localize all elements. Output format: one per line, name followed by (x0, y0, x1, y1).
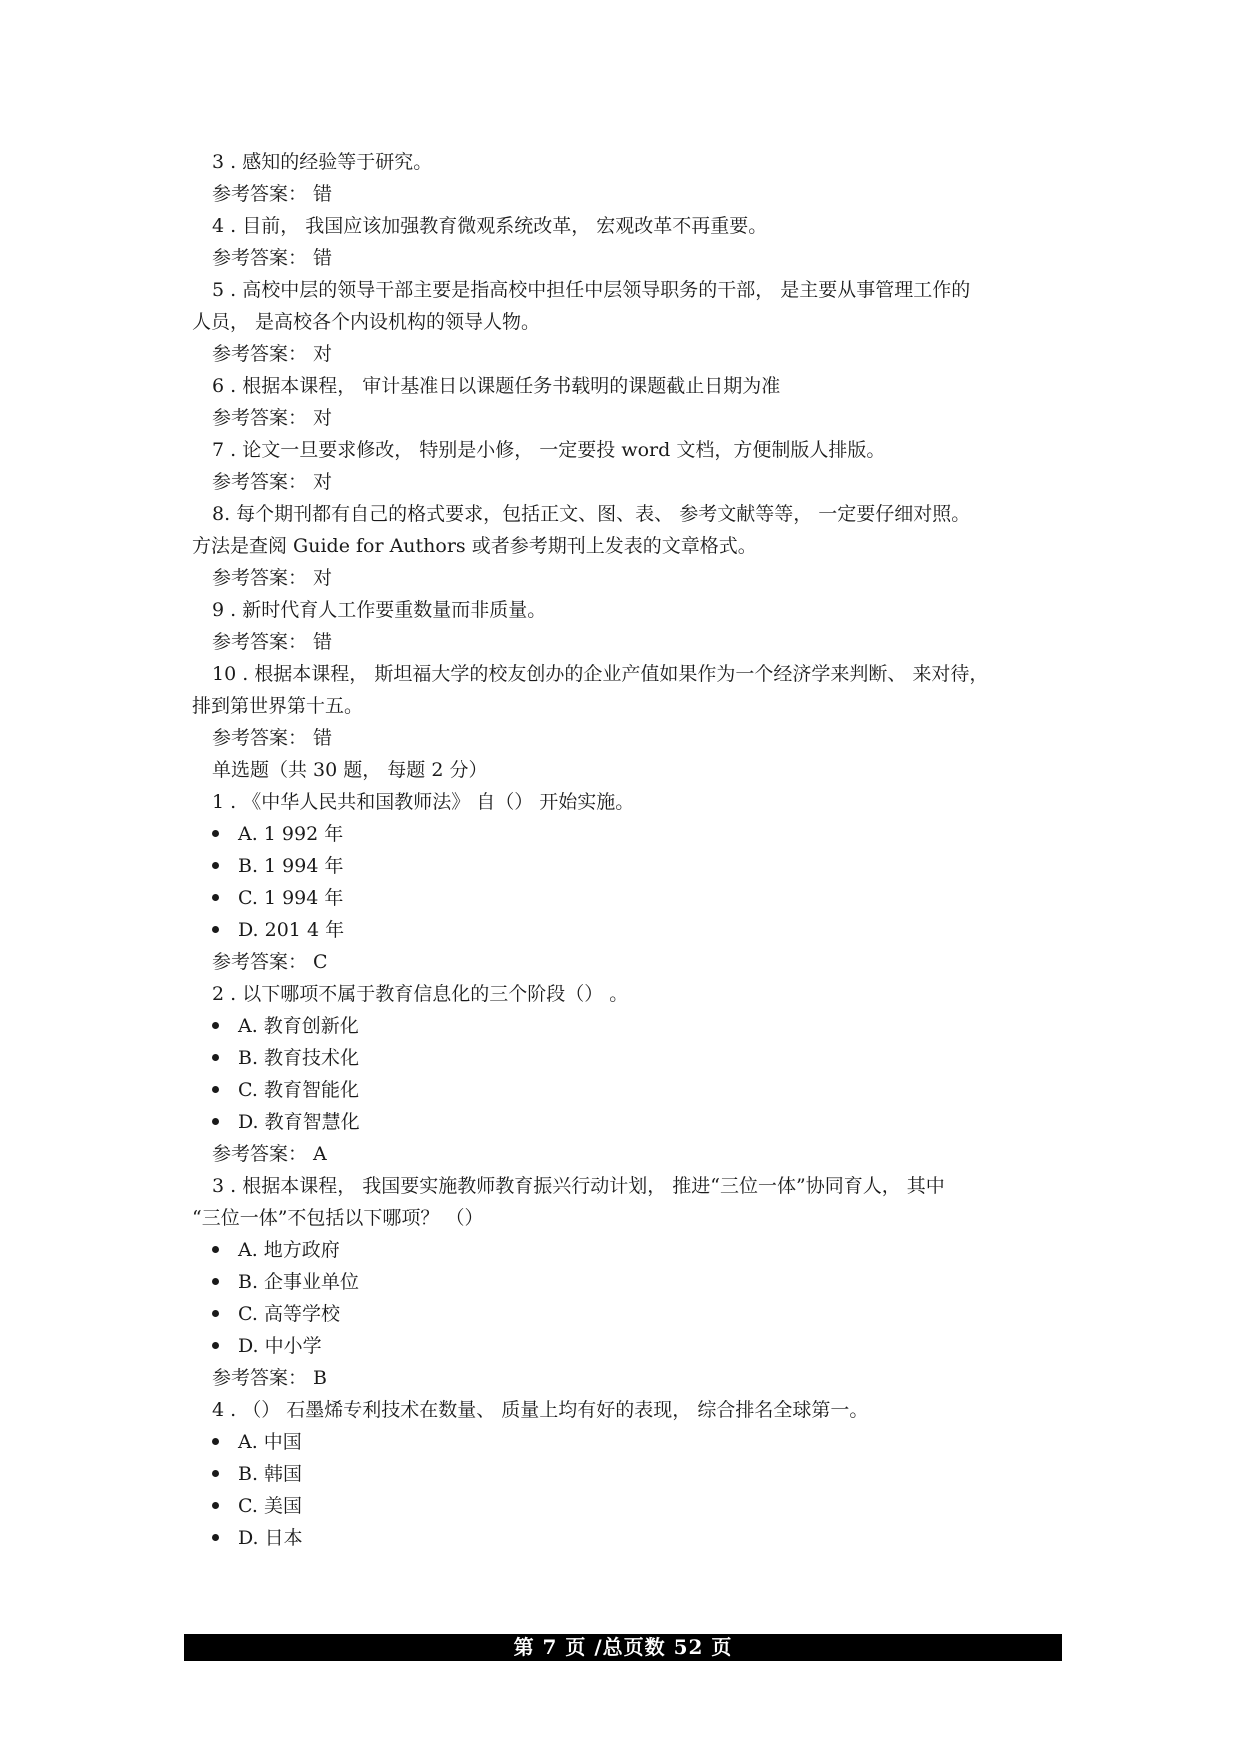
option-item (212, 1334, 322, 1358)
answer-text: 参考答案： 对 (212, 567, 333, 589)
option-label: B. 企事业单位 (238, 1271, 360, 1293)
question-text: 10 . 根据本课程， 斯坦福大学的校友创办的企业产值如果作为一个经济学来判断、 来对待， (212, 663, 989, 685)
option-item (212, 1430, 302, 1454)
bullet-icon (212, 830, 219, 837)
question-text: 4 . （） 石墨烯专利技术在数量、 质量上均有好的表现， 综合排名全球第一。 (212, 1399, 869, 1421)
option-label: C. 高等学校 (238, 1303, 340, 1325)
option-label: A. 中国 (238, 1431, 302, 1453)
option-label: B. 1 994 年 (238, 855, 344, 877)
page-footer: 第 7 页 /总页数 52 页 (184, 1634, 1062, 1661)
option-label: A. 1 992 年 (238, 823, 344, 845)
option-item (212, 1462, 302, 1486)
option-item (212, 1270, 359, 1294)
bullet-icon (212, 1534, 219, 1541)
bullet-icon (212, 1086, 219, 1093)
option-label: C. 美国 (238, 1495, 302, 1517)
bullet-icon (212, 1278, 219, 1285)
question-text: 5 . 高校中层的领导干部主要是指高校中担任中层领导职务的干部， 是主要从事管理工作的 (212, 279, 971, 301)
option-label: D. 201 4 年 (238, 919, 345, 941)
question-continuation: “三位一体”不包括以下哪项？ （） (192, 1207, 484, 1229)
option-item (212, 886, 343, 910)
bullet-icon (212, 926, 219, 933)
question-continuation: 排到第世界第十五。 (192, 695, 364, 717)
option-item (212, 822, 343, 846)
answer-text: 参考答案： 错 (212, 183, 333, 205)
answer-text: 参考答案： 错 (212, 727, 333, 749)
question-text: 2 . 以下哪项不属于教育信息化的三个阶段（） 。 (212, 983, 629, 1005)
bullet-icon (212, 1342, 219, 1349)
question-text: 9 . 新时代育人工作要重数量而非质量。 (212, 599, 547, 621)
answer-text: 参考答案： 错 (212, 631, 333, 653)
option-label: C. 1 994 年 (238, 887, 344, 909)
bullet-icon (212, 894, 219, 901)
bullet-icon (212, 1470, 219, 1477)
option-item (212, 854, 343, 878)
bullet-icon (212, 1502, 219, 1509)
question-text: 1 . 《中华人民共和国教师法》 自（） 开始实施。 (212, 791, 635, 813)
bullet-icon (212, 1022, 219, 1029)
option-item (212, 918, 344, 942)
bullet-icon (212, 1438, 219, 1445)
option-label: D. 日本 (238, 1527, 303, 1549)
answer-text: 参考答案： 对 (212, 343, 333, 365)
answer-text: 参考答案： B (212, 1367, 328, 1389)
question-text: 4 . 目前， 我国应该加强教育微观系统改革， 宏观改革不再重要。 (212, 215, 768, 237)
option-label: D. 教育智慧化 (238, 1111, 360, 1133)
option-item (212, 1494, 302, 1518)
option-item (212, 1238, 340, 1262)
section-title: 单选题（共 30 题， 每题 2 分） (212, 759, 488, 781)
option-item (212, 1078, 359, 1102)
question-continuation: 方法是查阅 Guide for Authors 或者参考期刊上发表的文章格式。 (192, 535, 757, 557)
bullet-icon (212, 1118, 219, 1125)
answer-text: 参考答案： 对 (212, 471, 333, 493)
answer-text: 参考答案： C (212, 951, 328, 973)
question-text: 3 . 根据本课程， 我国要实施教师教育振兴行动计划， 推进“三位一体”协同育人， 其中 (212, 1175, 945, 1197)
option-item (212, 1110, 360, 1134)
question-text: 8. 每个期刊都有自己的格式要求，包括正文、图、表、 参考文献等等， 一定要仔细对照。 (212, 503, 971, 525)
question-text: 3 . 感知的经验等于研究。 (212, 151, 433, 173)
question-text: 6 . 根据本课程， 审计基准日以课题任务书载明的课题截止日期为准 (212, 375, 781, 397)
option-label: A. 教育创新化 (238, 1015, 359, 1037)
option-label: D. 中小学 (238, 1335, 322, 1357)
option-label: A. 地方政府 (238, 1239, 340, 1261)
option-label: C. 教育智能化 (238, 1079, 359, 1101)
question-continuation: 人员， 是高校各个内设机构的领导人物。 (192, 311, 541, 333)
bullet-icon (212, 862, 219, 869)
answer-text: 参考答案： A (212, 1143, 327, 1165)
option-label: B. 韩国 (238, 1463, 303, 1485)
option-item (212, 1046, 359, 1070)
answer-text: 参考答案： 对 (212, 407, 333, 429)
bullet-icon (212, 1246, 219, 1253)
answer-text: 参考答案： 错 (212, 247, 333, 269)
question-text: 7 . 论文一旦要求修改， 特别是小修， 一定要投 word 文档，方便制版人排版。 (212, 439, 886, 461)
option-item (212, 1526, 303, 1550)
option-item (212, 1302, 340, 1326)
bullet-icon (212, 1054, 219, 1061)
bullet-icon (212, 1310, 219, 1317)
option-item (212, 1014, 359, 1038)
option-label: B. 教育技术化 (238, 1047, 360, 1069)
